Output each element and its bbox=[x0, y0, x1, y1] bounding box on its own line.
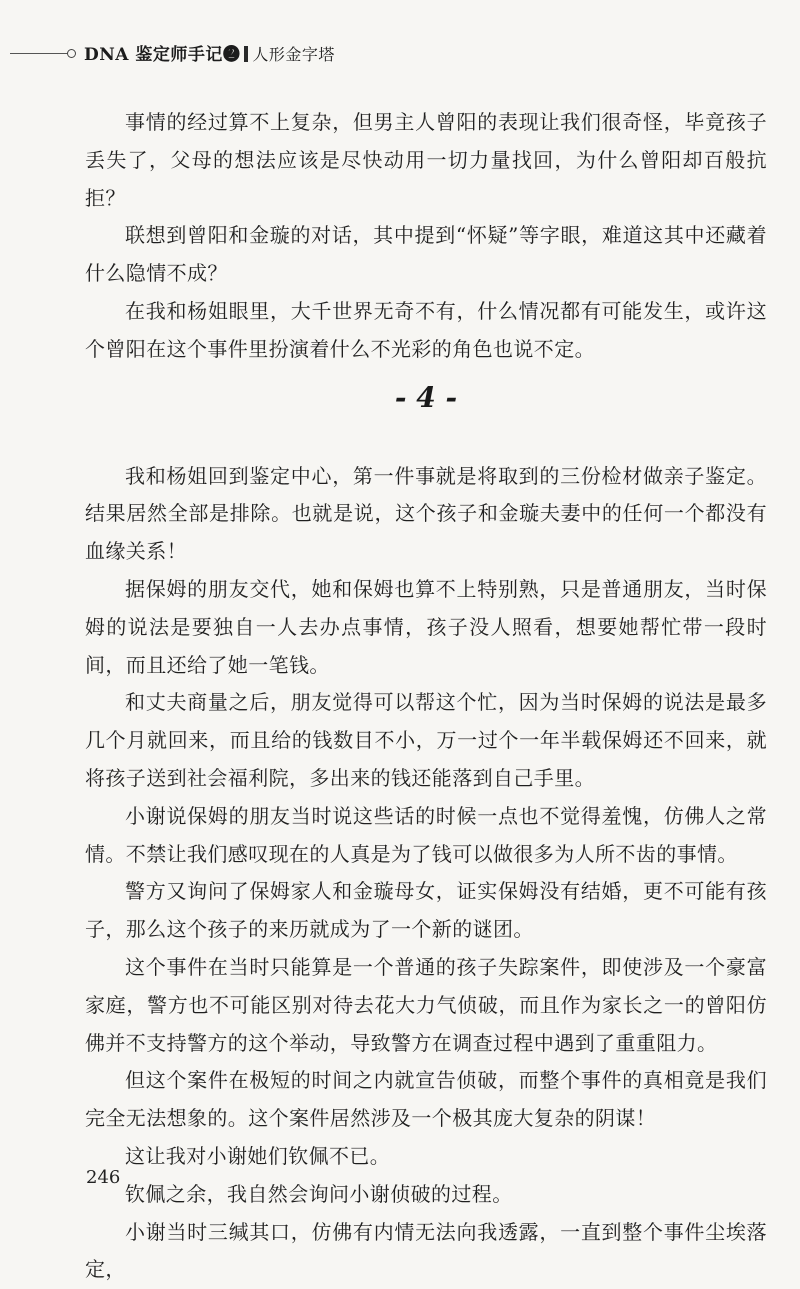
book-title: DNA 鉴定师手记❷ bbox=[84, 45, 241, 65]
paragraph: 这让我对小谢她们钦佩不已。 bbox=[125, 1143, 391, 1168]
page-number: 246 bbox=[86, 1167, 121, 1188]
paragraph: 警方又询问了保姆家人和金璇母女，证实保姆没有结婚，更不可能有孩子，那么这个孩子的来历就成为了一个新的谜团。 bbox=[85, 879, 767, 942]
paragraph: 和丈夫商量之后，朋友觉得可以帮这个忙，因为当时保姆的说法是最多几个月就回来，而且给的钱数目不小，万一过个一年半载保姆还不回来，就将孩子送到社会福利院，多出来的钱还能落到自己手里。 bbox=[85, 690, 767, 790]
paragraph: 事情的经过算不上复杂，但男主人曾阳的表现让我们很奇怪，毕竟孩子丢失了，父母的想法应该是尽快动用一切力量找回，为什么曾阳却百般抗拒？ bbox=[85, 110, 767, 210]
book-subtitle: 人形金字塔 bbox=[252, 45, 335, 64]
paragraph: 但这个案件在极短的时间之内就宣告侦破，而整个事件的真相竟是我们完全无法想象的。这个案件居然涉及一个极其庞大复杂的阴谋！ bbox=[85, 1068, 767, 1131]
paragraph: 这个事件在当时只能算是一个普通的孩子失踪案件，即使涉及一个豪富家庭，警方也不可能区别对待去花大力气侦破，而且作为家长之一的曾阳仿佛并不支持警方的这个举动，导致警方在调查过程中遇到了重重阻力。 bbox=[85, 954, 767, 1055]
paragraph: 联想到曾阳和金璇的对话，其中提到“怀疑”等字眼，难道这其中还藏着什么隐情不成？ bbox=[85, 223, 767, 286]
title-separator-bar bbox=[244, 46, 248, 62]
running-header bbox=[0, 36, 800, 68]
paragraph: 钦佩之余，我自然会询问小谢侦破的过程。 bbox=[125, 1181, 513, 1206]
paragraph: 我和杨姐回到鉴定中心，第一件事就是将取到的三份检材做亲子鉴定。结果居然全部是排除。也就是说，这个孩子和金璇夫妻中的任何一个都没有血缘关系！ bbox=[85, 463, 767, 564]
header-rule bbox=[10, 53, 68, 54]
paragraph: 在我和杨姐眼里，大千世界无奇不有，什么情况都有可能发生，或许这个曾阳在这个事件里扮演着什么不光彩的角色也说不定。 bbox=[85, 298, 767, 361]
header-title bbox=[84, 40, 335, 65]
paragraph: 据保姆的朋友交代，她和保姆也算不上特别熟，只是普通朋友，当时保姆的说法是要独自一人去办点事情，孩子没人照看，想要她帮忙带一段时间，而且还给了她一笔钱。 bbox=[85, 576, 767, 677]
page-body bbox=[85, 104, 767, 1289]
header-circle-ornament bbox=[67, 49, 76, 58]
paragraph: 小谢说保姆的朋友当时说这些话的时候一点也不觉得羞愧，仿佛人之常情。不禁让我们感叹现在的人真是为了钱可以做很多为人所不齿的事情。 bbox=[85, 803, 767, 866]
paragraph: 小谢当时三缄其口，仿佛有内情无法向我透露，一直到整个事件尘埃落定， bbox=[85, 1219, 767, 1282]
section-number: - 4 - bbox=[394, 380, 458, 414]
